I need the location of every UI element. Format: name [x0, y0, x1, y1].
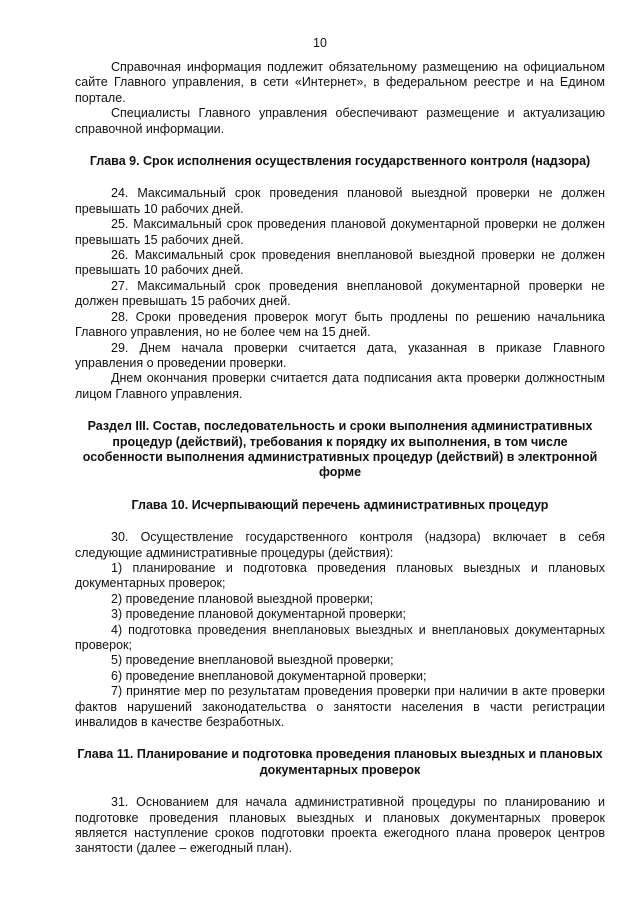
paragraph: Справочная информация подлежит обязательному размещению на официальном сайте Главного управления, в сети «Интернет», в федеральном реестре и на Едином портале. [75, 60, 605, 105]
chapter-9-heading: Глава 9. Срок исполнения осуществления государственного контроля (надзора) [89, 154, 591, 169]
paragraph: 28. Сроки проведения проверок могут быть продлены по решению начальника Главного управления, но не более чем на 15 дней. [75, 309, 605, 340]
paragraph: 27. Максимальный срок проведения внеплановой документарной проверки не должен превышать 15 рабочих дней. [75, 278, 605, 309]
paragraph: Днем окончания проверки считается дата подписания акта проверки должностным лицом Главного управления. [75, 371, 605, 401]
list-item: 5) проведение внеплановой выездной проверки; [111, 653, 394, 668]
chapter-11-heading: Глава 11. Планирование и подготовка проведения плановых выездных и плановых документарных проверок [77, 747, 603, 777]
paragraph: 29. Днем начала проверки считается дата, указанная в приказе Главного управления о проведении проверки. [75, 340, 605, 370]
paragraph: Специалисты Главного управления обеспечивают размещение и актуализацию справочной информации. [75, 106, 605, 136]
list-item: 1) планирование и подготовка проведения плановых выездных и плановых документарных проверок; [75, 560, 605, 591]
page-number: 10 [313, 36, 327, 50]
list-item: 3) проведение плановой документарной проверки; [111, 607, 406, 622]
paragraph: 31. Основанием для начала административной процедуры по планированию и подготовке проведения плановых выездных и плановых документарных проверок является наступление сроков подготовки проекта ежегодного плана проверок центров занятости (далее – ежегодный план). [75, 795, 605, 856]
paragraph: 25. Максимальный срок проведения плановой документарной проверки не должен превышать 15 рабочих дней. [75, 217, 605, 247]
section-3-heading: Раздел III. Состав, последовательность и сроки выполнения административных процедур (действий), требования к порядку их выполнения, в том числе особенности выполнения административных процедур (действий) в электронной форме [82, 419, 598, 480]
list-item: 6) проведение внеплановой документарной проверки; [111, 668, 427, 683]
chapter-10-heading: Глава 10. Исчерпывающий перечень административных процедур [131, 497, 549, 512]
list-item: 2) проведение плановой выездной проверки; [111, 591, 374, 606]
document-body [75, 60, 605, 857]
list-item: 7) принятие мер по результатам проведения проверки при наличии в акте проверки фактов нарушений законодательства о занятости населения в части регистрации инвалидов в качестве безработных. [75, 684, 605, 730]
list-item: 4) подготовка проведения внеплановых выездных и внеплановых документарных проверок; [75, 622, 605, 652]
paragraph: 26. Максимальный срок проведения внеплановой выездной проверки не должен превышать 10 рабочих дней. [75, 248, 605, 278]
paragraph: 24. Максимальный срок проведения плановой выездной проверки не должен превышать 10 рабочих дней. [75, 186, 605, 216]
paragraph: 30. Осуществление государственного контроля (надзора) включает в себя следующие административные процедуры (действия): [75, 530, 605, 560]
